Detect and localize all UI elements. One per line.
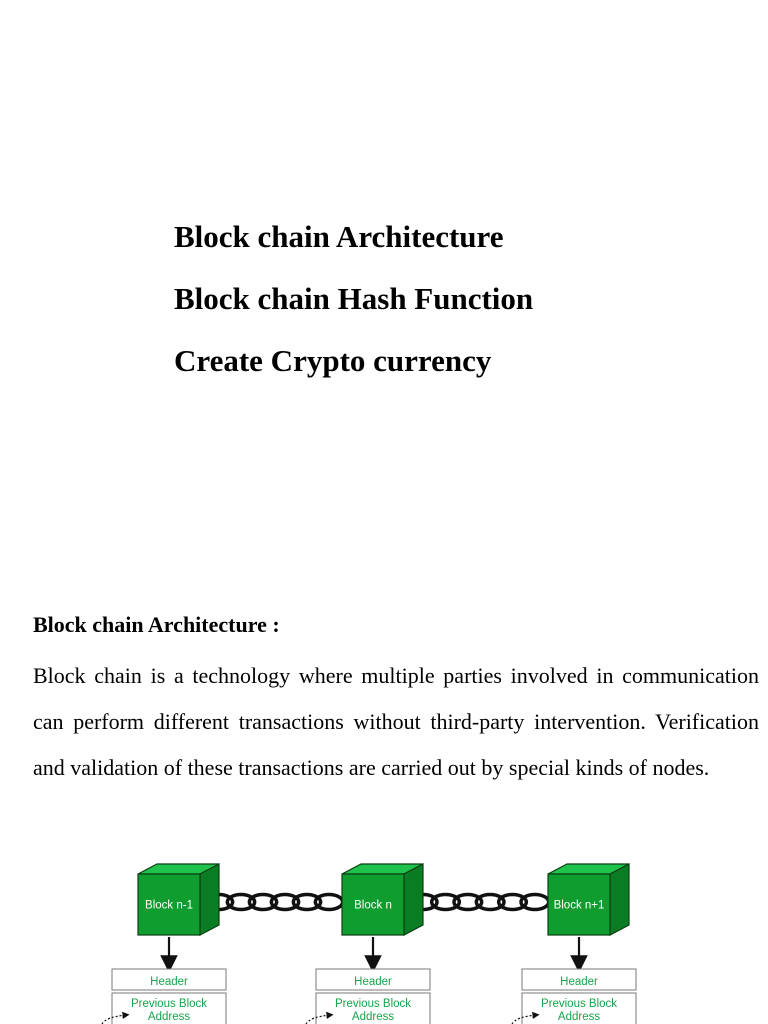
header-label: Header	[354, 976, 392, 988]
previous-block-address-label: Address	[557, 1011, 601, 1023]
blockchain-diagram	[0, 845, 768, 1024]
previous-block-label: Previous Block	[540, 998, 618, 1010]
block-label: Block n	[354, 899, 392, 912]
header-label: Header	[150, 976, 188, 988]
block-label: Block n+1	[553, 899, 605, 912]
section-heading: Block chain Architecture :	[33, 612, 280, 637]
blockchain-diagram-svg	[0, 845, 768, 1024]
cube-side-face	[200, 864, 219, 935]
body-paragraph: Block chain is a technology where multiple parties involved in communication can perform different transactions without third-party intervention. Verification and validation of these transactions are carried out by special kinds of nodes.	[33, 663, 759, 780]
topic-item: Block chain Hash Function	[174, 281, 534, 316]
block-label: Block n-1	[145, 899, 193, 912]
topic-item: Create Crypto currency	[174, 343, 492, 378]
previous-block-label: Previous Block	[130, 998, 208, 1010]
header-label: Header	[560, 976, 598, 988]
topic-item: Block chain Architecture	[174, 219, 504, 254]
previous-block-address-label: Address	[147, 1011, 191, 1023]
blocks-group	[102, 864, 636, 1024]
previous-block-label: Previous Block	[334, 998, 412, 1010]
cube-side-face	[404, 864, 423, 935]
previous-block-address-label: Address	[351, 1011, 395, 1023]
cube-side-face	[610, 864, 629, 935]
topic-list	[174, 206, 533, 392]
